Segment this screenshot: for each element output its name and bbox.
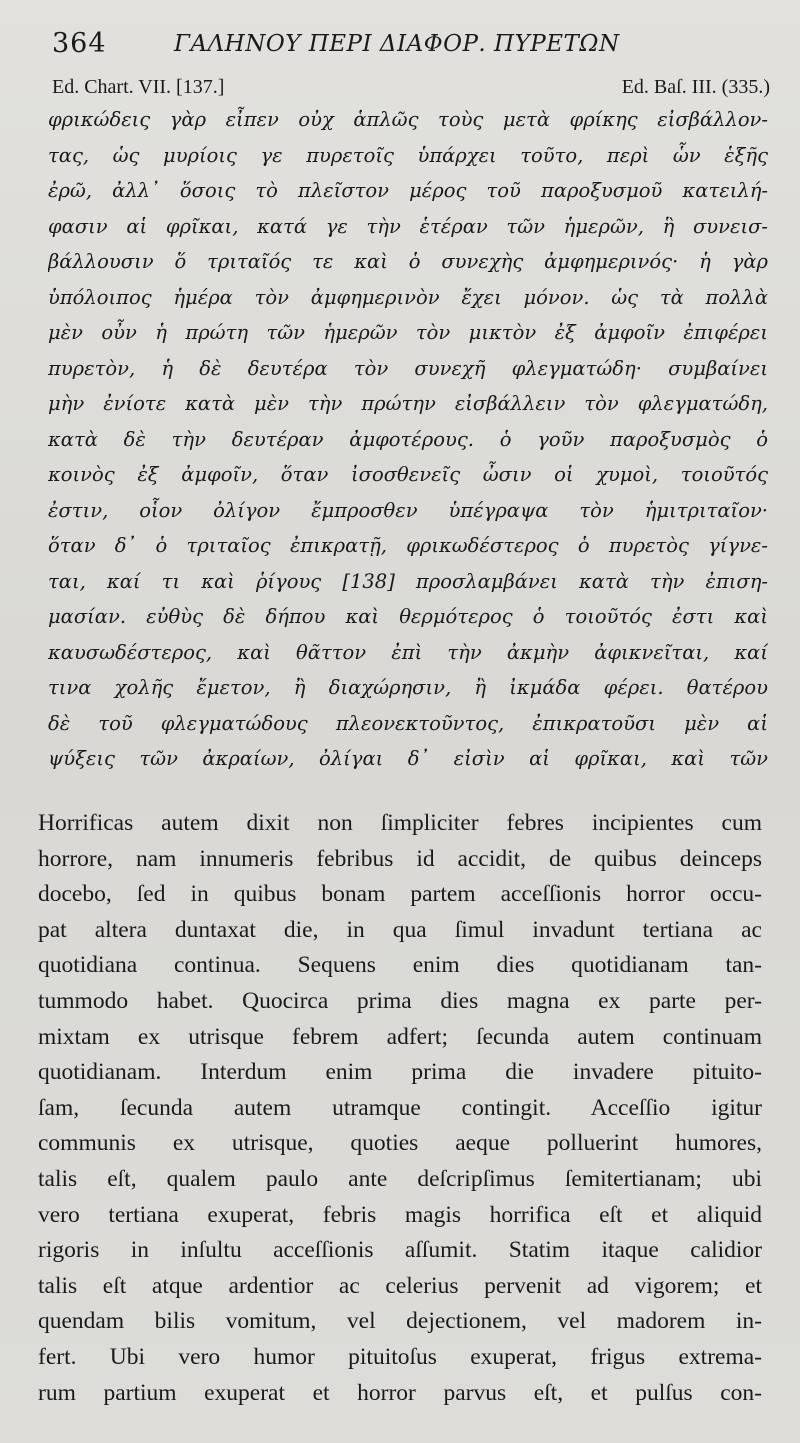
latin-line: Horrificas autem dixit non ſimpliciter febres incipientes cum (38, 810, 762, 836)
greek-line: ὅταν δ᾽ ὁ τριταῖος ἐπικρατῇ, φρικωδέστερος ὁ πυρετὸς γίγνε- (48, 534, 768, 557)
latin-line: mixtam ex utrisque febrem adfert; ſecunda autem continuam (38, 1023, 762, 1050)
latin-line: horrore, nam innumeris febribus id accidit, de quibus deinceps (38, 845, 762, 872)
edition-reference-line (52, 76, 770, 104)
running-title: ΓΑΛΗΝΟΥ ΠΕΡΙ ΔΙΑΦΟΡ. ΠΥΡΕΤΩΝ (174, 31, 620, 57)
greek-line: καυσωδέστερος, καὶ θᾶττον ἐπὶ τὴν ἀκμὴν ἀφικνεῖται, καί (48, 640, 768, 664)
greek-line: μὲν οὖν ἡ πρώτη τῶν ἡμερῶν τὸν μικτὸν ἐξ ἀμφοῖν ἐπιφέρει (48, 321, 768, 344)
greek-line: φρικώδεις γὰρ εἶπεν οὐχ ἁπλῶς τοὺς μετὰ φρίκης εἰσβάλλον- (48, 108, 768, 131)
greek-line: τινα χολῆς ἔμετον, ἢ διαχώρησιν, ἢ ἰκμάδα φέρει. θατέρου (48, 676, 768, 699)
latin-line: talis eſt atque ardentior ac celerius pervenit ad vigorem; et (38, 1272, 762, 1299)
greek-line: ψύξεις τῶν ἀκραίων, ὀλίγαι δ᾽ εἰσὶν αἱ φρῖκαι, καὶ τῶν (48, 747, 768, 770)
page-number: 364 (52, 28, 107, 59)
greek-line: κοινὸς ἐξ ἀμφοῖν, ὅταν ἰσοσθενεῖς ὦσιν οἱ χυμοὶ, τοιοῦτός (48, 463, 768, 486)
greek-text-block (48, 102, 768, 777)
latin-line: quotidiana continua. Sequens enim dies quotidianam tan- (38, 952, 762, 979)
latin-line: tummodo habet. Quocirca prima dies magna ex parte per- (38, 987, 762, 1014)
latin-line: docebo, ſed in quibus bonam partem acceſſionis horror occu- (38, 881, 762, 908)
greek-line: ἐστιν, οἷον ὀλίγον ἔμπροσθεν ὑπέγραψα τὸν ἡμιτριταῖον· (48, 498, 768, 522)
greek-line: κατὰ δὲ τὴν δευτέραν ἀμφοτέρους. ὁ γοῦν παροξυσμὸς ὁ (48, 427, 768, 451)
greek-line: μὴν ἐνίοτε κατὰ μὲν τὴν πρώτην εἰσβάλλειν τὸν φλεγματώδη, (48, 392, 768, 415)
latin-text-block (38, 806, 762, 1411)
greek-line: ται, καί τι καὶ ῥίγους [138] προσλαμβάνει κατὰ τὴν ἐπιση- (48, 569, 768, 593)
latin-line: vero tertiana exuperat, febris magis horrifica eſt et aliquid (38, 1201, 762, 1228)
latin-line: quendam bilis vomitum, vel dejectionem, vel madorem in- (38, 1308, 762, 1335)
edition-basel-ref: Ed. Baſ. III. (335.) (621, 76, 770, 98)
greek-line: μασίαν. εὐθὺς δὲ δήπου καὶ θερμότερος ὁ τοιοῦτός ἐστι καὶ (48, 605, 768, 628)
greek-line: τας, ὡς μυρίοις γε πυρετοῖς ὑπάρχει τοῦτο, περὶ ὧν ἑξῆς (48, 143, 768, 167)
greek-line: δὲ τοῦ φλεγματώδους πλεονεκτοῦντος, ἐπικρατοῦσι μὲν αἱ (48, 711, 768, 735)
latin-line: fert. Ubi vero humor pituitoſus exuperat, frigus extrema- (38, 1343, 762, 1370)
latin-line: communis ex utrisque, quoties aeque polluerint humores, (38, 1130, 762, 1157)
greek-line: ὑπόλοιπος ἡμέρα τὸν ἀμφημερινὸν ἔχει μόνον. ὡς τὰ πολλὰ (48, 285, 768, 309)
greek-line: ἐρῶ, ἀλλ᾽ ὅσοις τὸ πλεῖστον μέρος τοῦ παροξυσμοῦ κατειλή- (48, 179, 768, 202)
greek-line: βάλλουσιν ὅ τριταῖός τε καὶ ὁ συνεχὴς ἀμφημερινός· ἡ γὰρ (48, 250, 768, 273)
latin-line: talis eſt, qualem paulo ante deſcripſimus ſemitertianam; ubi (38, 1165, 762, 1192)
latin-line: quotidianam. Interdum enim prima die invadere pituito- (38, 1059, 762, 1086)
greek-line: φασιν αἱ φρῖκαι, κατά γε τὴν ἑτέραν τῶν ἡμερῶν, ἣ συνεισ- (48, 214, 768, 238)
latin-line: rigoris in inſultu acceſſionis aſſumit. Statim itaque calidior (38, 1237, 762, 1264)
greek-line: πυρετὸν, ἡ δὲ δευτέρα τὸν συνεχῆ φλεγματώδη· συμβαίνει (48, 356, 768, 380)
latin-line: pat altera duntaxat die, in qua ſimul invadunt tertiana ac (38, 916, 762, 943)
page-header (52, 28, 772, 68)
edition-chartier-ref: Ed. Chart. VII. [137.] (52, 76, 225, 98)
latin-line: ſam, ſecunda autem utramque contingit. Acceſſio igitur (38, 1094, 762, 1121)
latin-line: rum partium exuperat et horror parvus eſt, et pulſus con- (38, 1379, 762, 1406)
